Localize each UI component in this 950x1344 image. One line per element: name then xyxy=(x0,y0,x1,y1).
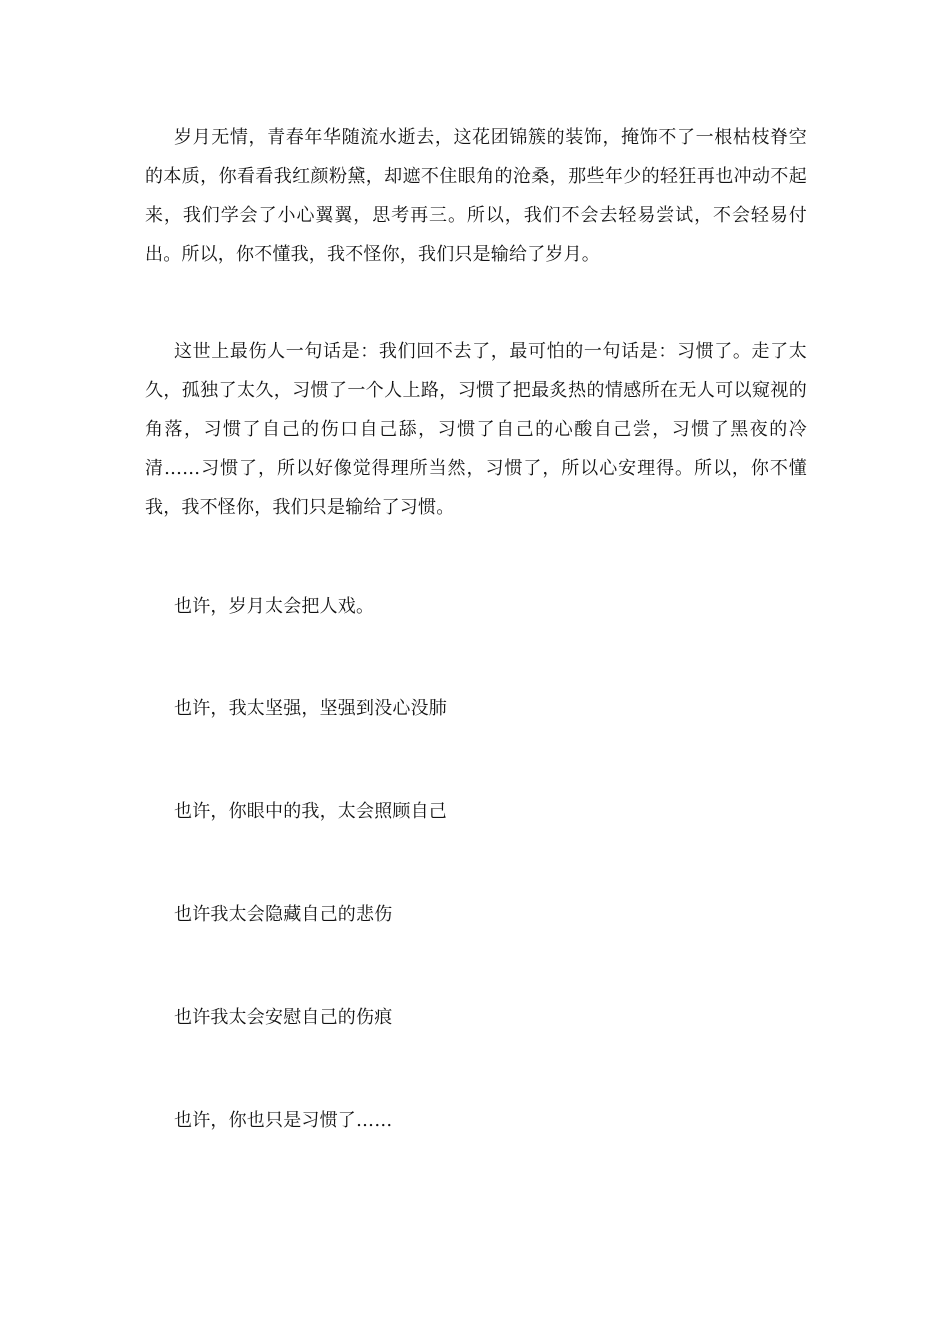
verse-line: 也许，你眼中的我，太会照顾自己 xyxy=(174,801,447,822)
verse-line: 也许，岁月太会把人戏。 xyxy=(174,596,375,617)
verse-line: 也许我太会隐藏自己的悲伤 xyxy=(174,904,393,925)
paragraph-habit: 这世上最伤人一句话是：我们回不去了，最可怕的一句话是：习惯了。走了太久，孤独了太久，习惯了一个人上路，习惯了把最炙热的情感所在无人可以窥视的角落，习惯了自己的伤口自己舔，习惯了自己的心酸自己尝，习惯了黑夜的冷清……习惯了，所以好像觉得理所当然，习惯了，所以心安理得。所以，你不懂我，我不怪你，我们只是输给了习惯。 xyxy=(145,341,807,518)
verse-line: 也许，你也只是习惯了…… xyxy=(174,1110,393,1131)
verse-line: 也许我太会安慰自己的伤痕 xyxy=(174,1007,393,1028)
paragraph-time: 岁月无情，青春年华随流水逝去，这花团锦簇的装饰，掩饰不了一根枯枝脊空的本质，你看看我红颜粉黛，却遮不住眼角的沧桑，那些年少的轻狂再也冲动不起来，我们学会了小心翼翼，思考再三。所以，我们不会去轻易尝试，不会轻易付出。所以，你不懂我，我不怪你，我们只是输给了岁月。 xyxy=(145,127,807,265)
verse-line: 也许，我太坚强，坚强到没心没肺 xyxy=(174,698,447,719)
